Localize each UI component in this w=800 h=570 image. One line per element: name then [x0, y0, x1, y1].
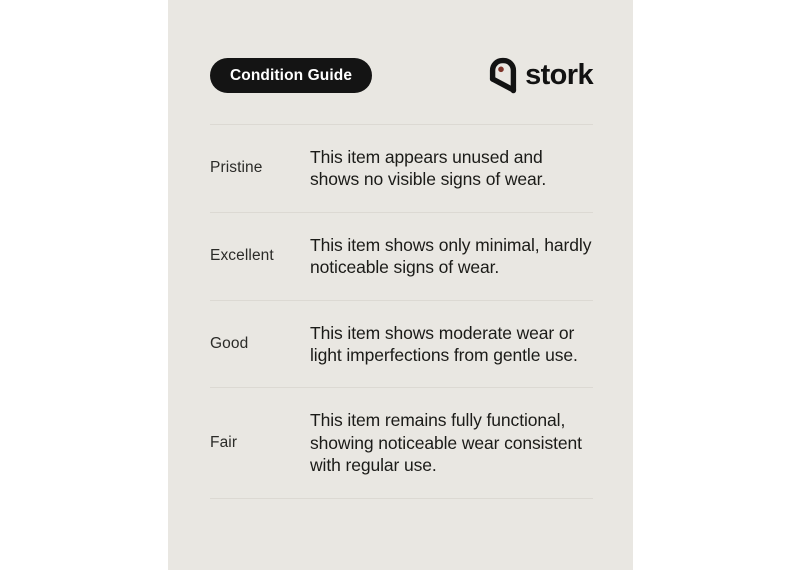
condition-guide-card [168, 0, 633, 570]
table-row [210, 387, 593, 498]
brand-name: stork [525, 59, 593, 91]
condition-label: Excellent [210, 247, 274, 265]
table-row [210, 300, 593, 388]
brand-logo [488, 57, 593, 94]
condition-label: Fair [210, 433, 238, 451]
condition-label: Pristine [210, 159, 263, 177]
condition-description: This item appears unused and shows no visible signs of wear. [310, 147, 547, 190]
card-header [210, 57, 593, 94]
stork-logo-icon [488, 57, 518, 94]
condition-description: This item shows only minimal, hardly noticeable signs of wear. [310, 234, 592, 278]
condition-description: This item shows moderate wear or light imperfections from gentle use. [310, 322, 578, 365]
table-row [210, 124, 593, 212]
table-row [210, 212, 593, 300]
condition-label: Good [210, 334, 249, 352]
condition-guide-badge: Condition Guide [210, 58, 372, 93]
condition-table [210, 124, 593, 499]
condition-description: This item remains fully functional, showing noticeable wear consistent with regular use. [310, 410, 582, 476]
